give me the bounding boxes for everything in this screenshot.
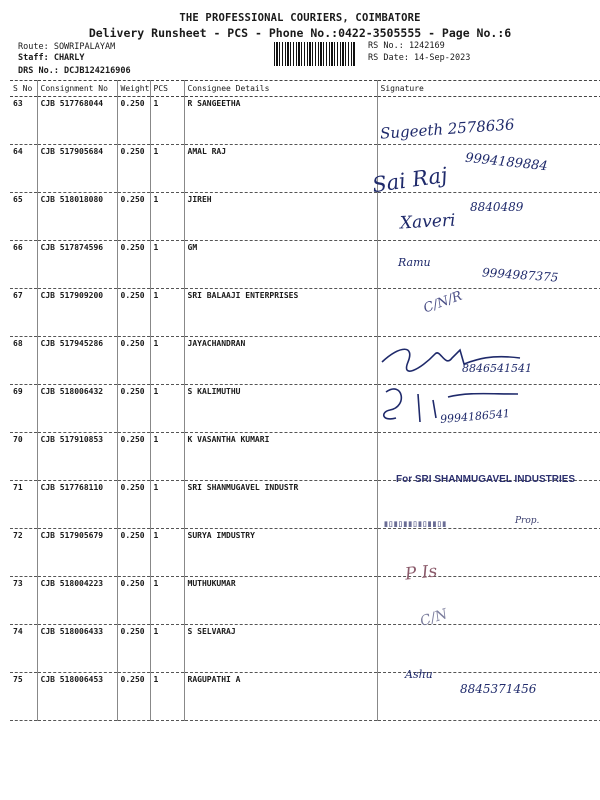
cell-consignee: SURYA IMDUSTRY — [184, 529, 377, 577]
table-row — [10, 529, 600, 577]
cell-weight: 0.250 — [117, 433, 150, 481]
cell-weight: 0.250 — [117, 337, 150, 385]
cell-cno: CJB 517874596 — [37, 241, 117, 289]
cell-consignee: RAGUPATHI A — [184, 673, 377, 721]
table-header-row — [10, 81, 600, 97]
cell-pcs: 1 — [150, 481, 184, 529]
signature-66-phone: 9994987375 — [481, 265, 559, 285]
cell-weight: 0.250 — [117, 673, 150, 721]
col-signature: Signature — [377, 81, 600, 97]
signature-65: Xaveri — [399, 210, 456, 234]
cell-sno: 75 — [10, 673, 37, 721]
cell-weight: 0.250 — [117, 145, 150, 193]
col-consignee: Consignee Details — [184, 81, 377, 97]
cell-pcs: 1 — [150, 193, 184, 241]
signature-73: P Is — [404, 561, 439, 585]
rs-date: RS Date: 14-Sep-2023 — [368, 53, 471, 63]
cell-weight: 0.250 — [117, 193, 150, 241]
col-weight: Weight — [117, 81, 150, 97]
signature-71-stamp: For SRI SHANMUGAVEL INDUSTRIES — [396, 474, 576, 485]
cell-weight: 0.250 — [117, 241, 150, 289]
staff-label: Staff: CHARLY — [18, 53, 85, 63]
table-row — [10, 481, 600, 529]
signature-72-prop: Prop. — [515, 516, 540, 526]
cell-pcs: 1 — [150, 289, 184, 337]
cell-consignee: GM — [184, 241, 377, 289]
cell-cno: CJB 517768044 — [37, 97, 117, 145]
cell-pcs: 1 — [150, 673, 184, 721]
signature-69-phone: 9994186541 — [439, 406, 511, 427]
cell-weight: 0.250 — [117, 625, 150, 673]
cell-sno: 64 — [10, 145, 37, 193]
cell-consignee: K VASANTHA KUMARI — [184, 433, 377, 481]
signature-66: Ramu — [398, 256, 431, 269]
cell-cno: CJB 517909200 — [37, 289, 117, 337]
cell-weight: 0.250 — [117, 97, 150, 145]
cell-sno: 63 — [10, 97, 37, 145]
cell-pcs: 1 — [150, 433, 184, 481]
cell-weight: 0.250 — [117, 481, 150, 529]
cell-sno: 74 — [10, 625, 37, 673]
cell-consignee: JAYACHANDRAN — [184, 337, 377, 385]
cell-pcs: 1 — [150, 97, 184, 145]
cell-cno: CJB 517905679 — [37, 529, 117, 577]
cell-cno: CJB 518006453 — [37, 673, 117, 721]
cell-sno: 69 — [10, 385, 37, 433]
cell-pcs: 1 — [150, 337, 184, 385]
cell-consignee: SRI BALAAJI ENTERPRISES — [184, 289, 377, 337]
cell-cno: CJB 518018080 — [37, 193, 117, 241]
cell-weight: 0.250 — [117, 385, 150, 433]
cell-consignee: MUTHUKUMAR — [184, 577, 377, 625]
cell-consignee: R SANGEETHA — [184, 97, 377, 145]
cell-consignee: JIREH — [184, 193, 377, 241]
col-sno: S No — [10, 81, 37, 97]
cell-consignee: SRI SHANMUGAVEL INDUSTR — [184, 481, 377, 529]
cell-pcs: 1 — [150, 241, 184, 289]
signature-63: Sugeeth 2578636 — [379, 115, 516, 143]
col-consignment: Consignment No — [37, 81, 117, 97]
route-label: Route: SOWRIPALAYAM — [18, 42, 116, 52]
cell-weight: 0.250 — [117, 577, 150, 625]
cell-cno: CJB 517910853 — [37, 433, 117, 481]
col-pcs: PCS — [150, 81, 184, 97]
cell-consignee: S SELVARAJ — [184, 625, 377, 673]
company-title: THE PROFESSIONAL COURIERS, COIMBATORE — [179, 12, 421, 24]
runsheet-title: Delivery Runsheet - PCS - Phone No.:0422-3505555 - Page No.:6 — [88, 26, 512, 40]
cell-cno: CJB 517905684 — [37, 145, 117, 193]
signature-72-stamp: ▮▯▮▯▮▮▯▮▯▮▮▯▮ — [384, 521, 448, 528]
signature-67: C/N/R — [421, 288, 465, 317]
cell-pcs: 1 — [150, 385, 184, 433]
drs-label: DRS No.: DCJB124216906 — [18, 66, 131, 76]
cell-pcs: 1 — [150, 529, 184, 577]
cell-weight: 0.250 — [117, 289, 150, 337]
cell-sno: 67 — [10, 289, 37, 337]
cell-cno: CJB 517945286 — [37, 337, 117, 385]
cell-sno: 68 — [10, 337, 37, 385]
cell-sno: 70 — [10, 433, 37, 481]
table-row — [10, 625, 600, 673]
cell-sno: 72 — [10, 529, 37, 577]
cell-cno: CJB 518004223 — [37, 577, 117, 625]
rs-number: RS No.: 1242169 — [368, 41, 445, 51]
cell-cno: CJB 518006433 — [37, 625, 117, 673]
cell-signature — [377, 289, 600, 337]
cell-cno: CJB 518006432 — [37, 385, 117, 433]
signature-75: Ashu — [405, 668, 433, 681]
signature-68-phone: 8846541541 — [462, 362, 532, 375]
cell-consignee: AMAL RAJ — [184, 145, 377, 193]
table-row — [10, 289, 600, 337]
signature-64: Sai Raj — [370, 162, 449, 198]
table-row — [10, 673, 600, 721]
signature-75-phone: 8845371456 — [460, 682, 537, 696]
cell-consignee: S KALIMUTHU — [184, 385, 377, 433]
cell-pcs: 1 — [150, 625, 184, 673]
signature-64-phone: 9994189884 — [464, 150, 549, 175]
cell-pcs: 1 — [150, 577, 184, 625]
cell-sno: 66 — [10, 241, 37, 289]
cell-weight: 0.250 — [117, 529, 150, 577]
cell-cno: CJB 517768110 — [37, 481, 117, 529]
signature-74: C/N — [418, 606, 450, 630]
cell-sno: 73 — [10, 577, 37, 625]
signature-65-phone: 8840489 — [470, 200, 524, 214]
cell-sno: 65 — [10, 193, 37, 241]
table-row — [10, 577, 600, 625]
cell-signature — [377, 625, 600, 673]
barcode — [274, 42, 356, 66]
cell-pcs: 1 — [150, 145, 184, 193]
cell-sno: 71 — [10, 481, 37, 529]
